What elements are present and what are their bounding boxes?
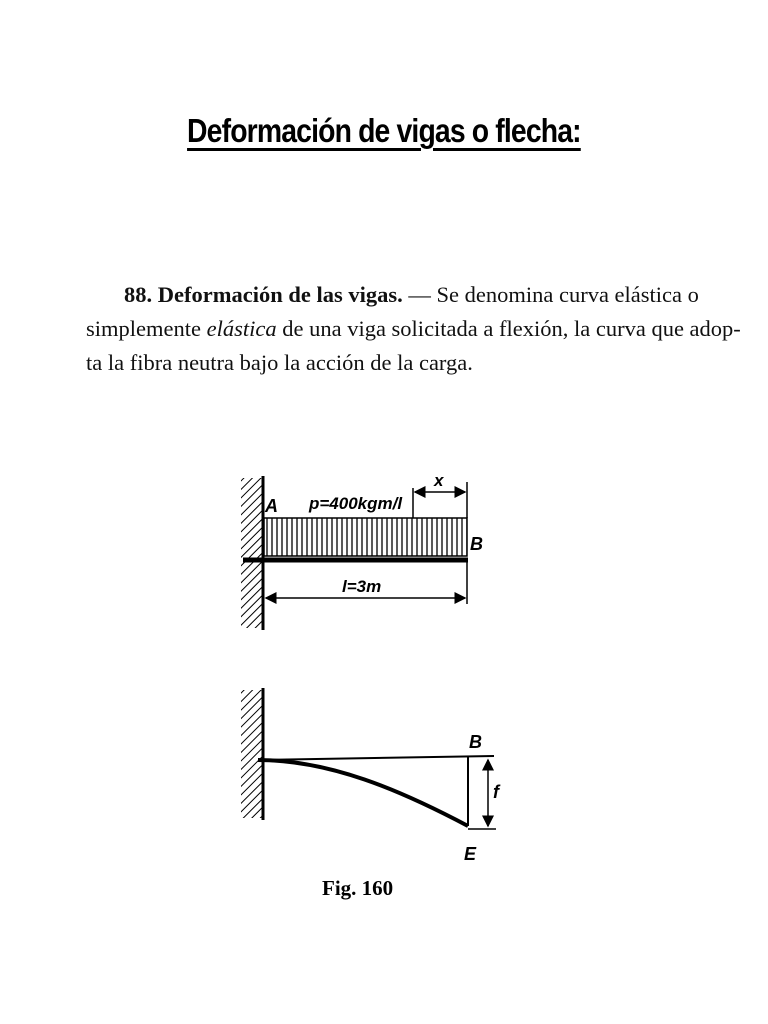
figure-2-deflection: [241, 688, 501, 864]
label-b: B: [470, 534, 483, 554]
paragraph-text-3: ta la fibra neutra bajo la acción de la carga.: [86, 350, 473, 375]
title-text: Deformación de vigas o flecha:: [187, 112, 581, 149]
figure-caption: Fig. 160: [322, 876, 394, 900]
wall-hatch: [241, 478, 262, 628]
deflection-label: f: [493, 782, 499, 802]
label-b-2: B: [469, 732, 482, 752]
elastic-curve: [258, 760, 468, 826]
label-e: E: [464, 844, 477, 864]
paragraph-text-2b: de una viga solicitada a flexión, la curva que adop-: [282, 316, 741, 341]
undeformed-axis: [258, 756, 494, 760]
wall-hatch-2: [241, 690, 262, 818]
x-label: x: [434, 471, 444, 490]
load-label: p=400kgm/l: [309, 494, 403, 513]
section-heading: Deformación de las vigas.: [157, 282, 403, 307]
figure-1-loaded-beam: [241, 471, 483, 630]
paragraph-text-2a: simplemente: [86, 316, 201, 341]
label-a: A: [265, 496, 278, 516]
length-label: l=3m: [342, 577, 382, 596]
paragraph-text-1: — Se denomina curva elástica o: [408, 282, 699, 307]
section-number: 88.: [124, 282, 153, 307]
paragraph-emphasis: elástica: [206, 316, 277, 341]
distributed-load: [264, 518, 467, 556]
